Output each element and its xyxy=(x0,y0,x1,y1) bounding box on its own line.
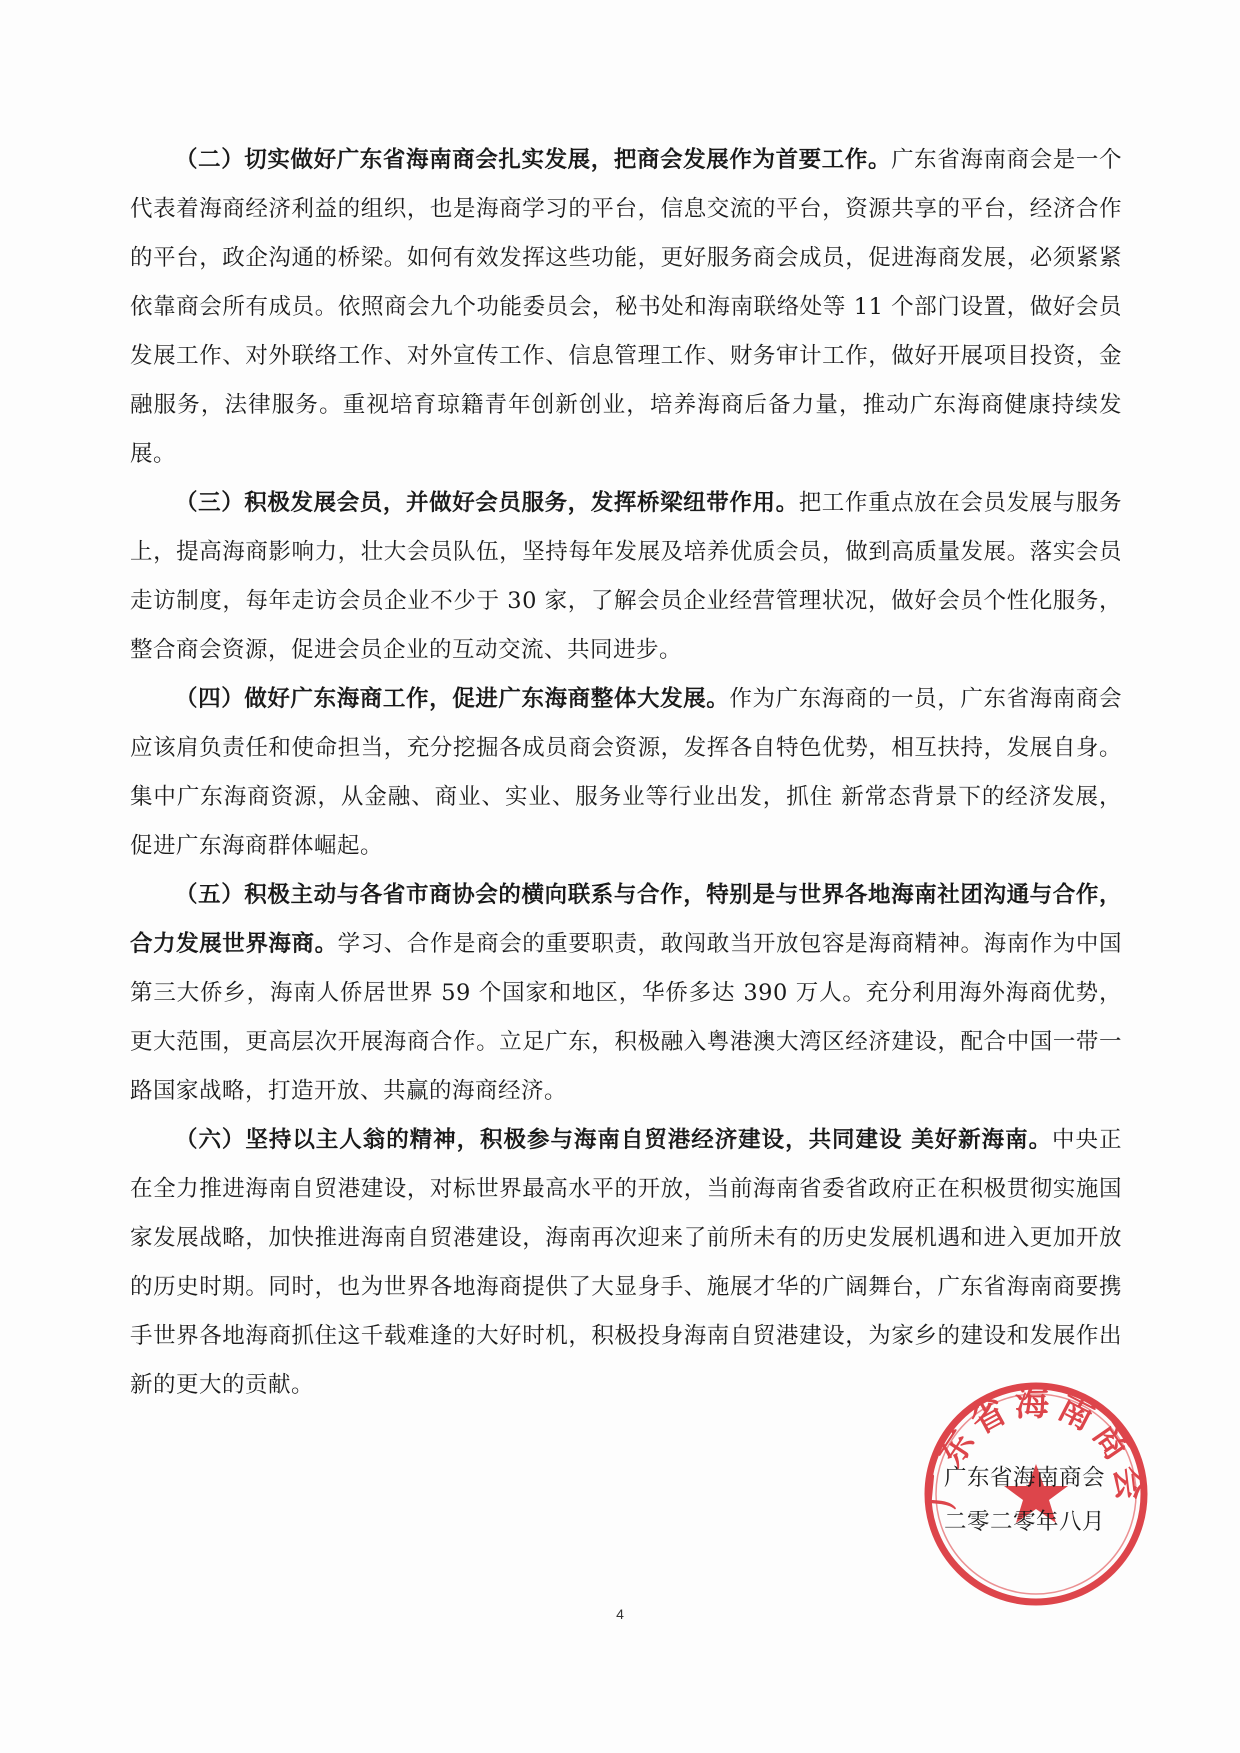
paragraph-5-heading: （五）积极主动与各省市商协会的横向联系与合作，特别是与世界各地海南社团沟通与合作，合力发展世界海商。 xyxy=(130,882,1122,957)
paragraph-2-text: 广东省海南商会是一个代表着海商经济利益的组织，也是海商学习的平台，信息交流的平台，资源共享的平台，经济合作的平台，政企沟通的桥梁。如何有效发挥这些功能，更好服务商会成员，促进海商发展，必须紧紧依靠商会所有成员。依照商会九个功能委员会，秘书处和海南联络处等 11 个部门设置，做好会员发展工作、对外联络工作、对外宣传工作、信息管理工作、财务审计工作，做好开展项目投资，金融服务，法律服务。重视培育琼籍青年创新创业，培养海商后备力量，推动广东海商健康持续发展。 xyxy=(130,147,1122,467)
paragraph-4-text: 作为广东海商的一员，广东省海南商会应该肩负责任和使命担当，充分挖掘各成员商会资源，发挥各自特色优势，相互扶持，发展自身。集中广东海商资源，从金融、商业、实业、服务业等行业出发，抓住 新常态背景下的经济发展，促进广东海商群体崛起。 xyxy=(130,686,1122,859)
paragraph-2-heading: （二）切实做好广东省海南商会扎实发展，把商会发展作为首要工作。 xyxy=(175,147,892,173)
paragraph-4 xyxy=(130,675,1122,871)
signature-date: 二零二零年八月 xyxy=(944,1509,1106,1535)
paragraph-3-text: 把工作重点放在会员发展与服务上，提高海商影响力，壮大会员队伍，坚持每年发展及培养优质会员，做到高质量发展。落实会员走访制度，每年走访会员企业不少于 30 家，了解会员企业经营管理状况，做好会员个性化服务，整合商会资源，促进会员企业的互动交流、共同进步。 xyxy=(130,490,1122,663)
signature-organization: 广东省海南商会 xyxy=(944,1465,1106,1491)
paragraph-2 xyxy=(130,136,1122,479)
paragraph-3-heading: （三）积极发展会员，并做好会员服务，发挥桥梁纽带作用。 xyxy=(175,490,799,516)
page-number: 4 xyxy=(616,1606,624,1622)
signature-block xyxy=(944,1456,1105,1544)
paragraph-3 xyxy=(130,479,1122,675)
paragraph-6 xyxy=(130,1116,1122,1410)
paragraph-4-heading: （四）做好广东海商工作，促进广东海商整体大发展。 xyxy=(175,686,730,712)
paragraph-6-heading: （六）坚持以主人翁的精神，积极参与海南自贸港经济建设，共同建设 美好新海南。 xyxy=(175,1127,1053,1153)
paragraph-6-text: 中央正在全力推进海南自贸港建设，对标世界最高水平的开放，当前海南省委省政府正在积极贯彻实施国家发展战略，加快推进海南自贸港建设，海南再次迎来了前所未有的历史发展机遇和进入更加开放的历史时期。同时，也为世界各地海商提供了大显身手、施展才华的广阔舞台，广东省海南商要携手世界各地海商抓住这千载难逢的大好时机，积极投身海南自贸港建设，为家乡的建设和发展作出新的更大的贡献。 xyxy=(130,1127,1122,1398)
svg-text:广东省海南商会: 广东省海南商会 xyxy=(921,1383,1151,1511)
paragraph-5 xyxy=(130,871,1122,1116)
paragraph-5-text: 学习、合作是商会的重要职责，敢闯敢当开放包容是海商精神。海南作为中国第三大侨乡，海南人侨居世界 59 个国家和地区，华侨多达 390 万人。充分利用海外海商优势，更大范围，更高层次开展海商合作。立足广东，积极融入粤港澳大湾区经济建设，配合中国一带一路国家战略，打造开放、共赢的海商经济。 xyxy=(130,931,1122,1104)
document-body xyxy=(130,136,1122,1410)
